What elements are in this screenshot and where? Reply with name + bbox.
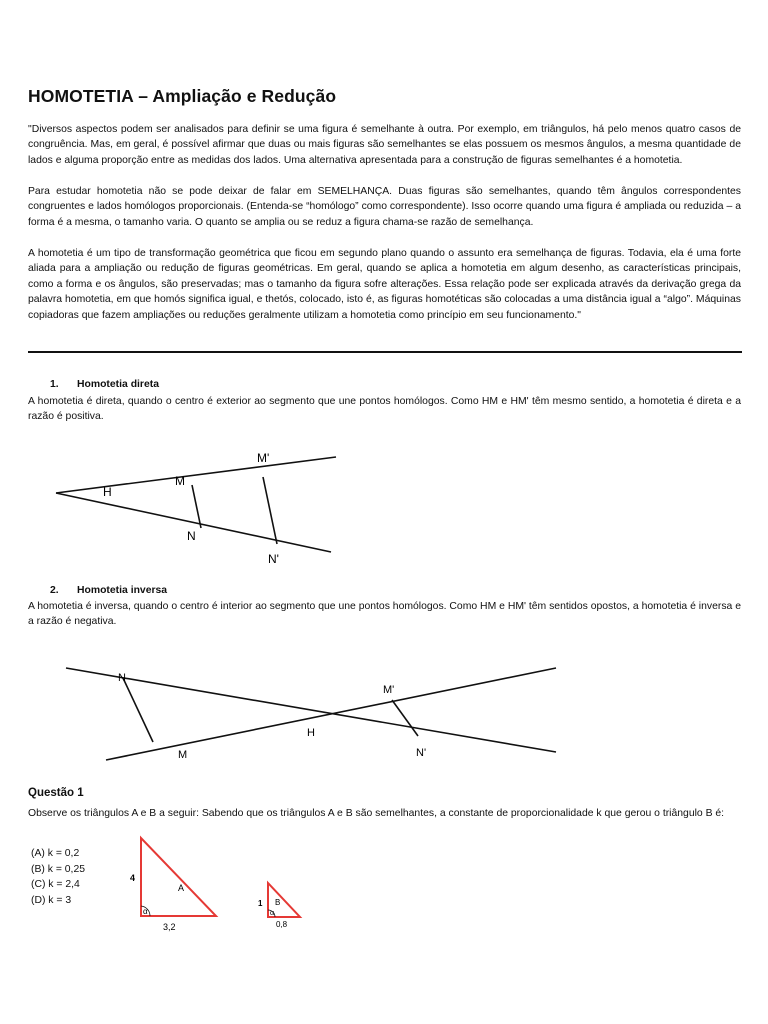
section-1-heading [50, 378, 159, 392]
label-n-prime: N' [416, 747, 427, 759]
triangle-a [141, 838, 216, 916]
label-n: N [118, 672, 126, 684]
segment-m2n2 [392, 700, 418, 736]
triangle-a-name: A [178, 883, 185, 893]
label-h: H [307, 727, 315, 739]
lower-ray [56, 493, 331, 552]
inverse-homothety-figure [66, 660, 566, 770]
question-title: Questão 1 [28, 787, 84, 799]
height-label-b: 1 [258, 899, 263, 908]
triangle-a-figure [126, 835, 226, 935]
section-1-text: A homotetia é direta, quando o centro é exterior ao segmento que une pontos homólogos. Como HM e HM' têm mesmo sentido, a homotetia é direta e a razão é positiva. [28, 396, 741, 423]
triangle-b-figure [256, 880, 336, 935]
label-m: M [175, 474, 185, 488]
segment-m2n2 [263, 477, 277, 544]
answer-options [31, 846, 85, 908]
triangle-b-name: B [275, 898, 281, 907]
section-2-heading [50, 584, 167, 598]
page-title: HOMOTETIA – Ampliação e Redução [28, 86, 337, 106]
label-n: N [187, 529, 196, 543]
option-a[interactable]: (A) k = 0,2 [31, 848, 80, 859]
option-c[interactable]: (C) k = 2,4 [31, 879, 80, 891]
segment-nm [123, 678, 153, 742]
direct-homothety-figure [56, 445, 346, 570]
label-m: M [178, 749, 188, 761]
height-label-a: 4 [130, 873, 136, 883]
upper-ray [56, 457, 336, 493]
intro-paragraph-3: A homotetia é um tipo de transformação geométrica que ficou em segundo plano quando o assunto era semelhança de figuras. Todavia, ela é uma forte aliada para a ampliação ou redução de figuras geométricas. Em geral, quando se aplica a homotetia em algum desenho, as características principais, como a forma e os ângulos, são preservadas; mas o tamanho da figura sofre alterações. Essa relação pode ser explicada através da derivação grega da palavra homotetia, em que homós significa igual, e thetós, colocado, isto é, as figuras homotéticas são colocadas a uma distância igual a “algo”. Máquinas copiadoras que fazem ampliações ou reduções geralmente utilizam a homotetia como princípio em seu funcionamento." [28, 248, 741, 321]
angle-label-a: α [143, 907, 148, 916]
section-2-number: 2. [50, 585, 59, 596]
label-m-prime: M' [383, 684, 395, 696]
label-h: H [103, 485, 112, 499]
section-2-title: Homotetia inversa [77, 585, 168, 596]
base-label-b: 0,8 [276, 920, 288, 929]
ray-m-m-prime [106, 668, 556, 760]
divider [28, 351, 742, 353]
intro-paragraph-2: Para estudar homotetia não se pode deixar de falar em SEMELHANÇA. Duas figuras são semelhantes, quando têm ângulos correspondentes congruentes e lados homólogos proporcionais. (Entenda-se “homólogo” como correspondente). Isso ocorre quando uma figura é ampliada ou reduzida – a forma é a mesma, o tamanho varia. O quanto se amplia ou se reduz a figura chama-se razão de semelhança. [28, 186, 741, 228]
section-1-number: 1. [50, 379, 59, 390]
question-text: Observe os triângulos A e B a seguir: Sabendo que os triângulos A e B são semelhantes, a constante de proporcionalidade k que gerou o triângulo B é: [28, 808, 725, 819]
label-n-prime: N' [268, 552, 279, 566]
base-label-a: 3,2 [163, 922, 176, 932]
label-m-prime: M' [257, 451, 270, 465]
option-d[interactable]: (D) k = 3 [31, 894, 72, 906]
option-b[interactable]: (B) k = 0,25 [31, 863, 85, 875]
segment-mn [192, 485, 201, 528]
intro-paragraph-1: "Diversos aspectos podem ser analisados para definir se uma figura é semelhante à outra. Por exemplo, em triângulos, há pelo menos quatro casos de congruência. Mas, em geral, é possível afirmar que duas ou mais figuras são semelhantes se elas possuem os mesmos ângulos, a mesma quantidade de lados e alguma proporção entre as medidas dos lados. Uma alternativa apresentada para a construção de figuras semelhantes é a homotetia. [28, 124, 741, 166]
section-2-text: A homotetia é inversa, quando o centro é interior ao segmento que une pontos homólogos. Como HM e HM' têm sentidos opostos, a homotetia é inversa e a razão é negativa. [28, 601, 741, 628]
angle-label-b: α [270, 910, 275, 917]
section-1-title: Homotetia direta [77, 379, 159, 390]
ray-n-n-prime [66, 668, 556, 752]
